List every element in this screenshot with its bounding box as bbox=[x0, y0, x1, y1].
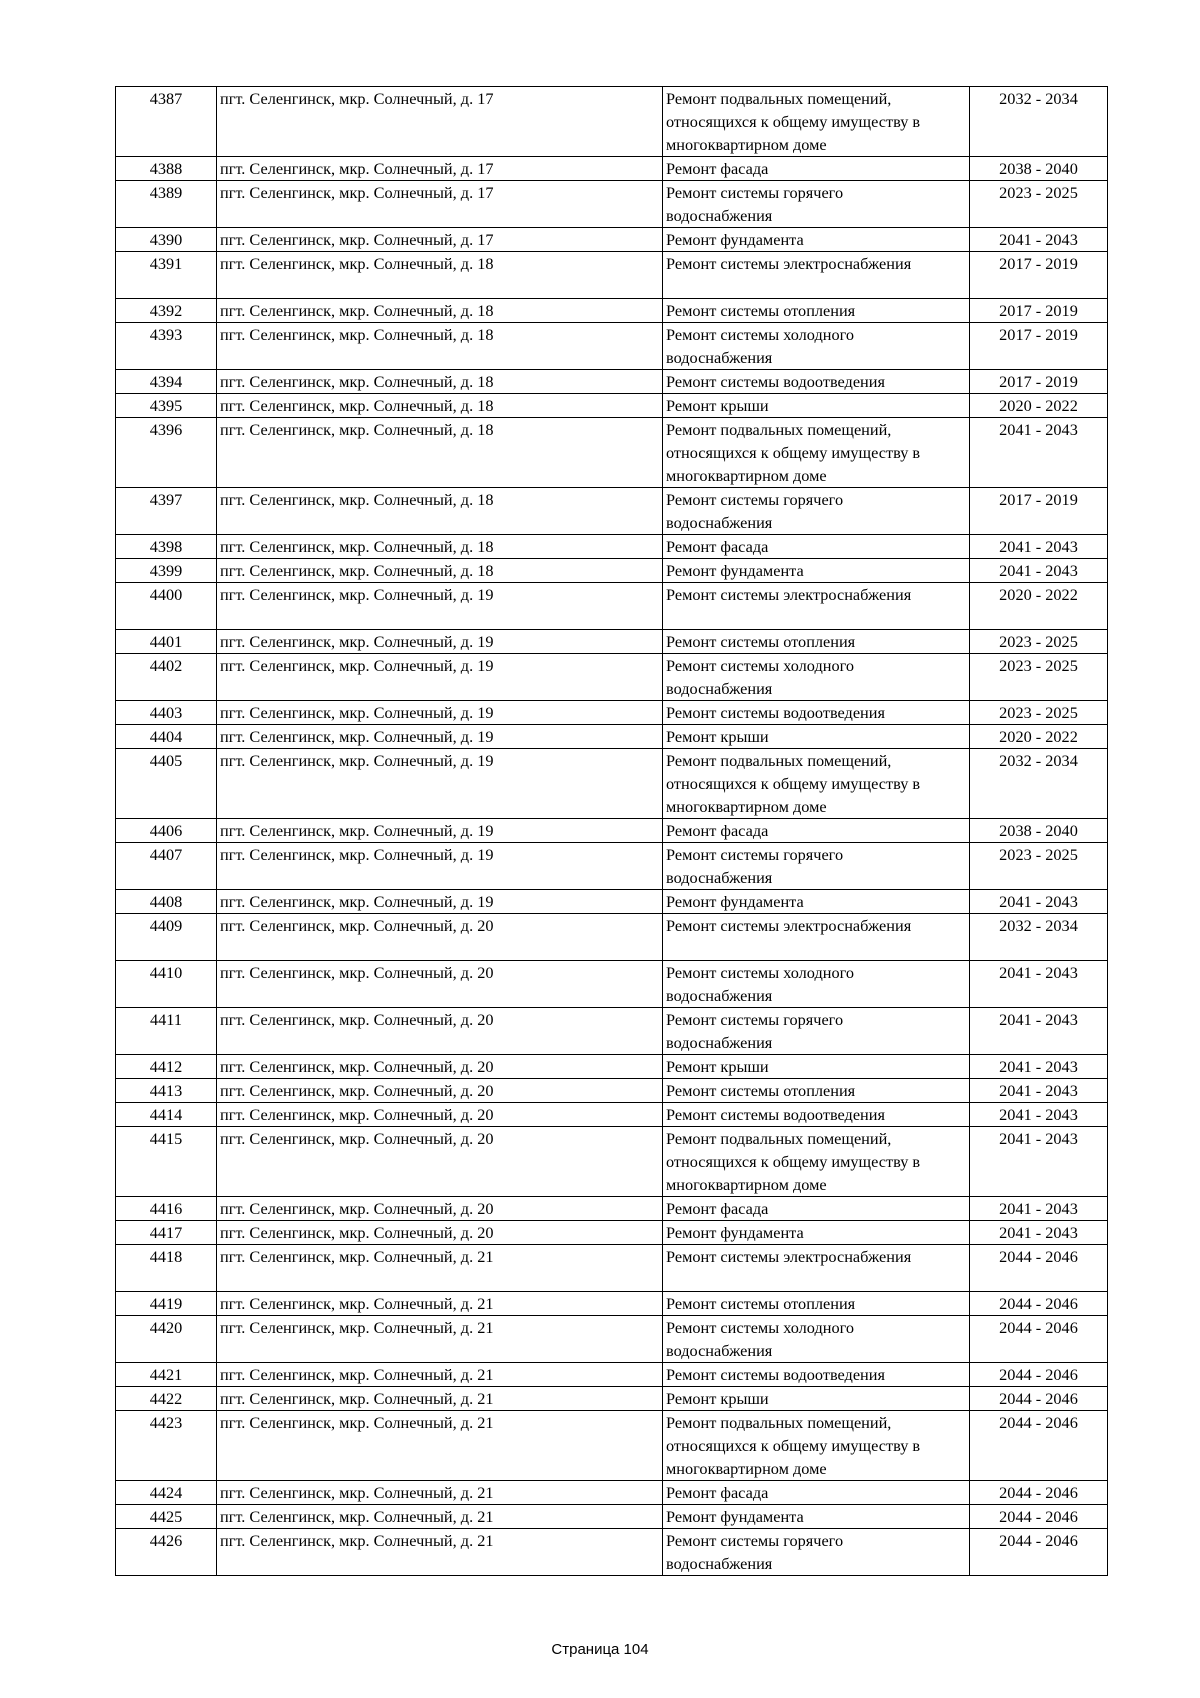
work-type-line: Ремонт фасада bbox=[666, 537, 769, 556]
work-type-cell bbox=[663, 1505, 970, 1529]
row-number-cell: 4395 bbox=[116, 394, 217, 418]
work-type-line: Ремонт системы горячего bbox=[666, 490, 844, 509]
work-type-line: Ремонт системы отопления bbox=[666, 301, 856, 320]
period-cell: 2044 - 2046 bbox=[970, 1505, 1108, 1529]
period-cell: 2038 - 2040 bbox=[970, 819, 1108, 843]
work-type-line: Ремонт системы холодного bbox=[666, 963, 855, 982]
address-cell: пгт. Селенгинск, мкр. Солнечный, д. 19 bbox=[217, 819, 663, 843]
row-number-cell: 4415 bbox=[116, 1127, 217, 1197]
table-row bbox=[116, 1008, 1108, 1055]
work-type-cell bbox=[663, 1316, 970, 1363]
period-cell: 2017 - 2019 bbox=[970, 323, 1108, 370]
table-row bbox=[116, 1197, 1108, 1221]
address-cell: пгт. Селенгинск, мкр. Солнечный, д. 21 bbox=[217, 1505, 663, 1529]
address-cell: пгт. Селенгинск, мкр. Солнечный, д. 18 bbox=[217, 370, 663, 394]
work-type-line: Ремонт системы электроснабжения bbox=[666, 585, 912, 604]
work-type-line: водоснабжения bbox=[666, 513, 773, 532]
period-cell: 2020 - 2022 bbox=[970, 394, 1108, 418]
work-type-line: Ремонт крыши bbox=[666, 727, 769, 746]
row-number-cell: 4401 bbox=[116, 630, 217, 654]
work-type-line: водоснабжения bbox=[666, 206, 773, 225]
work-type-cell bbox=[663, 1008, 970, 1055]
table-body bbox=[116, 87, 1108, 1576]
work-type-line: Ремонт системы холодного bbox=[666, 1318, 855, 1337]
row-number-cell: 4420 bbox=[116, 1316, 217, 1363]
work-type-line: относящихся к общему имуществу в bbox=[666, 774, 921, 793]
address-cell: пгт. Селенгинск, мкр. Солнечный, д. 19 bbox=[217, 725, 663, 749]
work-type-line: Ремонт системы электроснабжения bbox=[666, 916, 912, 935]
period-cell: 2041 - 2043 bbox=[970, 1055, 1108, 1079]
row-number-cell: 4411 bbox=[116, 1008, 217, 1055]
table-row bbox=[116, 843, 1108, 890]
work-type-line: многоквартирном доме bbox=[666, 135, 827, 154]
table-row bbox=[116, 583, 1108, 630]
address-cell: пгт. Селенгинск, мкр. Солнечный, д. 18 bbox=[217, 488, 663, 535]
address-cell: пгт. Селенгинск, мкр. Солнечный, д. 19 bbox=[217, 843, 663, 890]
row-number-cell: 4387 bbox=[116, 87, 217, 157]
address-cell: пгт. Селенгинск, мкр. Солнечный, д. 21 bbox=[217, 1292, 663, 1316]
work-type-line: Ремонт системы электроснабжения bbox=[666, 254, 912, 273]
work-type-cell bbox=[663, 181, 970, 228]
work-type-line: Ремонт системы холодного bbox=[666, 325, 855, 344]
address-cell: пгт. Селенгинск, мкр. Солнечный, д. 20 bbox=[217, 914, 663, 961]
work-type-line: относящихся к общему имуществу в bbox=[666, 1436, 921, 1455]
work-type-line: Ремонт системы холодного bbox=[666, 656, 855, 675]
address-cell: пгт. Селенгинск, мкр. Солнечный, д. 18 bbox=[217, 394, 663, 418]
work-type-line bbox=[666, 1268, 966, 1291]
address-cell: пгт. Селенгинск, мкр. Солнечный, д. 18 bbox=[217, 323, 663, 370]
work-type-cell bbox=[663, 87, 970, 157]
address-cell: пгт. Селенгинск, мкр. Солнечный, д. 17 bbox=[217, 157, 663, 181]
address-cell: пгт. Селенгинск, мкр. Солнечный, д. 20 bbox=[217, 1103, 663, 1127]
row-number-cell: 4404 bbox=[116, 725, 217, 749]
row-number-cell: 4390 bbox=[116, 228, 217, 252]
row-number-cell: 4416 bbox=[116, 1197, 217, 1221]
work-type-line: водоснабжения bbox=[666, 1033, 773, 1052]
work-type-line: многоквартирном доме bbox=[666, 1459, 827, 1478]
table-row bbox=[116, 559, 1108, 583]
address-cell: пгт. Селенгинск, мкр. Солнечный, д. 20 bbox=[217, 961, 663, 1008]
address-cell: пгт. Селенгинск, мкр. Солнечный, д. 21 bbox=[217, 1387, 663, 1411]
work-type-cell bbox=[663, 1387, 970, 1411]
work-type-cell bbox=[663, 559, 970, 583]
row-number-cell: 4417 bbox=[116, 1221, 217, 1245]
address-cell: пгт. Селенгинск, мкр. Солнечный, д. 19 bbox=[217, 701, 663, 725]
table-row bbox=[116, 87, 1108, 157]
period-cell: 2044 - 2046 bbox=[970, 1529, 1108, 1576]
work-type-cell bbox=[663, 418, 970, 488]
period-cell: 2041 - 2043 bbox=[970, 1127, 1108, 1197]
table-row bbox=[116, 1411, 1108, 1481]
period-cell: 2017 - 2019 bbox=[970, 370, 1108, 394]
work-type-line: водоснабжения bbox=[666, 868, 773, 887]
period-cell: 2041 - 2043 bbox=[970, 418, 1108, 488]
table-row bbox=[116, 1292, 1108, 1316]
work-type-line: Ремонт фундамента bbox=[666, 1223, 804, 1242]
work-type-line: Ремонт системы горячего bbox=[666, 1531, 844, 1550]
period-cell: 2041 - 2043 bbox=[970, 1197, 1108, 1221]
period-cell: 2017 - 2019 bbox=[970, 488, 1108, 535]
work-type-line: Ремонт системы отопления bbox=[666, 1294, 856, 1313]
row-number-cell: 4409 bbox=[116, 914, 217, 961]
address-cell: пгт. Селенгинск, мкр. Солнечный, д. 20 bbox=[217, 1221, 663, 1245]
work-type-line: Ремонт системы водоотведения bbox=[666, 1365, 885, 1384]
period-cell: 2020 - 2022 bbox=[970, 583, 1108, 630]
work-type-cell bbox=[663, 488, 970, 535]
address-cell: пгт. Селенгинск, мкр. Солнечный, д. 18 bbox=[217, 418, 663, 488]
table-row bbox=[116, 725, 1108, 749]
period-cell: 2041 - 2043 bbox=[970, 1079, 1108, 1103]
row-number-cell: 4414 bbox=[116, 1103, 217, 1127]
repair-schedule-table bbox=[115, 86, 1108, 1576]
row-number-cell: 4399 bbox=[116, 559, 217, 583]
period-cell: 2041 - 2043 bbox=[970, 961, 1108, 1008]
work-type-line: многоквартирном доме bbox=[666, 797, 827, 816]
row-number-cell: 4412 bbox=[116, 1055, 217, 1079]
row-number-cell: 4423 bbox=[116, 1411, 217, 1481]
work-type-cell bbox=[663, 725, 970, 749]
period-cell: 2023 - 2025 bbox=[970, 630, 1108, 654]
table-row bbox=[116, 701, 1108, 725]
period-cell: 2044 - 2046 bbox=[970, 1245, 1108, 1292]
period-cell: 2032 - 2034 bbox=[970, 914, 1108, 961]
work-type-line: относящихся к общему имуществу в bbox=[666, 112, 921, 131]
work-type-line: Ремонт системы горячего bbox=[666, 845, 844, 864]
work-type-cell bbox=[663, 1363, 970, 1387]
table-row bbox=[116, 488, 1108, 535]
period-cell: 2041 - 2043 bbox=[970, 890, 1108, 914]
work-type-line: Ремонт фасада bbox=[666, 1483, 769, 1502]
table-row bbox=[116, 819, 1108, 843]
row-number-cell: 4392 bbox=[116, 299, 217, 323]
row-number-cell: 4407 bbox=[116, 843, 217, 890]
address-cell: пгт. Селенгинск, мкр. Солнечный, д. 21 bbox=[217, 1529, 663, 1576]
address-cell: пгт. Селенгинск, мкр. Солнечный, д. 19 bbox=[217, 583, 663, 630]
table-row bbox=[116, 1221, 1108, 1245]
address-cell: пгт. Селенгинск, мкр. Солнечный, д. 18 bbox=[217, 559, 663, 583]
row-number-cell: 4396 bbox=[116, 418, 217, 488]
work-type-cell bbox=[663, 654, 970, 701]
table-row bbox=[116, 323, 1108, 370]
row-number-cell: 4388 bbox=[116, 157, 217, 181]
row-number-cell: 4425 bbox=[116, 1505, 217, 1529]
period-cell: 2017 - 2019 bbox=[970, 299, 1108, 323]
work-type-line: Ремонт фундамента bbox=[666, 892, 804, 911]
table-row bbox=[116, 1387, 1108, 1411]
work-type-cell bbox=[663, 630, 970, 654]
work-type-line: Ремонт подвальных помещений, bbox=[666, 1129, 892, 1148]
work-type-cell bbox=[663, 890, 970, 914]
work-type-cell bbox=[663, 1529, 970, 1576]
period-cell: 2032 - 2034 bbox=[970, 87, 1108, 157]
work-type-line: Ремонт системы отопления bbox=[666, 1081, 856, 1100]
table-row bbox=[116, 181, 1108, 228]
row-number-cell: 4398 bbox=[116, 535, 217, 559]
table-row bbox=[116, 1079, 1108, 1103]
table-row bbox=[116, 1481, 1108, 1505]
row-number-cell: 4393 bbox=[116, 323, 217, 370]
table-row bbox=[116, 252, 1108, 299]
work-type-line: Ремонт подвальных помещений, bbox=[666, 751, 892, 770]
period-cell: 2023 - 2025 bbox=[970, 843, 1108, 890]
work-type-cell bbox=[663, 1103, 970, 1127]
row-number-cell: 4391 bbox=[116, 252, 217, 299]
address-cell: пгт. Селенгинск, мкр. Солнечный, д. 18 bbox=[217, 535, 663, 559]
table-row bbox=[116, 1127, 1108, 1197]
work-type-cell bbox=[663, 843, 970, 890]
period-cell: 2041 - 2043 bbox=[970, 1008, 1108, 1055]
period-cell: 2044 - 2046 bbox=[970, 1316, 1108, 1363]
work-type-cell bbox=[663, 535, 970, 559]
work-type-cell bbox=[663, 394, 970, 418]
address-cell: пгт. Селенгинск, мкр. Солнечный, д. 17 bbox=[217, 87, 663, 157]
row-number-cell: 4408 bbox=[116, 890, 217, 914]
address-cell: пгт. Селенгинск, мкр. Солнечный, д. 19 bbox=[217, 890, 663, 914]
period-cell: 2032 - 2034 bbox=[970, 749, 1108, 819]
work-type-cell bbox=[663, 1245, 970, 1292]
table-row bbox=[116, 961, 1108, 1008]
table-row bbox=[116, 1363, 1108, 1387]
work-type-line: Ремонт подвальных помещений, bbox=[666, 420, 892, 439]
period-cell: 2041 - 2043 bbox=[970, 535, 1108, 559]
address-cell: пгт. Селенгинск, мкр. Солнечный, д. 20 bbox=[217, 1055, 663, 1079]
table-row bbox=[116, 890, 1108, 914]
address-cell: пгт. Селенгинск, мкр. Солнечный, д. 18 bbox=[217, 252, 663, 299]
row-number-cell: 4410 bbox=[116, 961, 217, 1008]
work-type-line: водоснабжения bbox=[666, 986, 773, 1005]
address-cell: пгт. Селенгинск, мкр. Солнечный, д. 20 bbox=[217, 1127, 663, 1197]
work-type-line: относящихся к общему имуществу в bbox=[666, 1152, 921, 1171]
work-type-cell bbox=[663, 749, 970, 819]
period-cell: 2041 - 2043 bbox=[970, 228, 1108, 252]
work-type-line: водоснабжения bbox=[666, 1554, 773, 1573]
table-row bbox=[116, 1529, 1108, 1576]
table-row bbox=[116, 535, 1108, 559]
table-row bbox=[116, 1505, 1108, 1529]
page-number: Страница 104 bbox=[551, 1641, 649, 1658]
address-cell: пгт. Селенгинск, мкр. Солнечный, д. 21 bbox=[217, 1245, 663, 1292]
work-type-line: многоквартирном доме bbox=[666, 1175, 827, 1194]
period-cell: 2017 - 2019 bbox=[970, 252, 1108, 299]
work-type-cell bbox=[663, 819, 970, 843]
row-number-cell: 4389 bbox=[116, 181, 217, 228]
work-type-line bbox=[666, 937, 966, 960]
address-cell: пгт. Селенгинск, мкр. Солнечный, д. 20 bbox=[217, 1197, 663, 1221]
table-row bbox=[116, 157, 1108, 181]
period-cell: 2023 - 2025 bbox=[970, 654, 1108, 701]
period-cell: 2044 - 2046 bbox=[970, 1411, 1108, 1481]
address-cell: пгт. Селенгинск, мкр. Солнечный, д. 21 bbox=[217, 1363, 663, 1387]
period-cell: 2020 - 2022 bbox=[970, 725, 1108, 749]
work-type-cell bbox=[663, 1197, 970, 1221]
work-type-cell bbox=[663, 1079, 970, 1103]
table-row bbox=[116, 749, 1108, 819]
work-type-line: Ремонт системы горячего bbox=[666, 1010, 844, 1029]
table-row bbox=[116, 418, 1108, 488]
work-type-line bbox=[666, 606, 966, 629]
work-type-cell bbox=[663, 701, 970, 725]
work-type-line: Ремонт крыши bbox=[666, 1057, 769, 1076]
work-type-line: Ремонт фасада bbox=[666, 1199, 769, 1218]
table-row bbox=[116, 654, 1108, 701]
work-type-line: водоснабжения bbox=[666, 679, 773, 698]
row-number-cell: 4394 bbox=[116, 370, 217, 394]
table-row bbox=[116, 370, 1108, 394]
period-cell: 2044 - 2046 bbox=[970, 1363, 1108, 1387]
address-cell: пгт. Селенгинск, мкр. Солнечный, д. 21 bbox=[217, 1481, 663, 1505]
work-type-line: Ремонт системы отопления bbox=[666, 632, 856, 651]
address-cell: пгт. Селенгинск, мкр. Солнечный, д. 20 bbox=[217, 1008, 663, 1055]
work-type-cell bbox=[663, 1055, 970, 1079]
address-cell: пгт. Селенгинск, мкр. Солнечный, д. 18 bbox=[217, 299, 663, 323]
table-row bbox=[116, 299, 1108, 323]
work-type-line: Ремонт системы горячего bbox=[666, 183, 844, 202]
work-type-cell bbox=[663, 157, 970, 181]
work-type-line: Ремонт фундамента bbox=[666, 1507, 804, 1526]
address-cell: пгт. Селенгинск, мкр. Солнечный, д. 17 bbox=[217, 181, 663, 228]
work-type-cell bbox=[663, 1411, 970, 1481]
work-type-cell bbox=[663, 583, 970, 630]
work-type-cell bbox=[663, 1127, 970, 1197]
row-number-cell: 4424 bbox=[116, 1481, 217, 1505]
work-type-cell bbox=[663, 1481, 970, 1505]
row-number-cell: 4418 bbox=[116, 1245, 217, 1292]
table-row bbox=[116, 1055, 1108, 1079]
work-type-line: Ремонт фундамента bbox=[666, 561, 804, 580]
table-row bbox=[116, 1103, 1108, 1127]
work-type-cell bbox=[663, 228, 970, 252]
row-number-cell: 4413 bbox=[116, 1079, 217, 1103]
work-type-cell bbox=[663, 914, 970, 961]
work-type-cell bbox=[663, 323, 970, 370]
row-number-cell: 4421 bbox=[116, 1363, 217, 1387]
row-number-cell: 4426 bbox=[116, 1529, 217, 1576]
table-row bbox=[116, 394, 1108, 418]
work-type-line: многоквартирном доме bbox=[666, 466, 827, 485]
work-type-cell bbox=[663, 299, 970, 323]
period-cell: 2041 - 2043 bbox=[970, 559, 1108, 583]
work-type-cell bbox=[663, 252, 970, 299]
work-type-line: Ремонт системы водоотведения bbox=[666, 372, 885, 391]
address-cell: пгт. Селенгинск, мкр. Солнечный, д. 19 bbox=[217, 654, 663, 701]
table-row bbox=[116, 228, 1108, 252]
work-type-line: Ремонт фундамента bbox=[666, 230, 804, 249]
row-number-cell: 4406 bbox=[116, 819, 217, 843]
address-cell: пгт. Селенгинск, мкр. Солнечный, д. 21 bbox=[217, 1316, 663, 1363]
row-number-cell: 4403 bbox=[116, 701, 217, 725]
address-cell: пгт. Селенгинск, мкр. Солнечный, д. 19 bbox=[217, 630, 663, 654]
row-number-cell: 4405 bbox=[116, 749, 217, 819]
work-type-cell bbox=[663, 1221, 970, 1245]
work-type-line: относящихся к общему имуществу в bbox=[666, 443, 921, 462]
work-type-line bbox=[666, 275, 966, 298]
work-type-line: Ремонт фасада bbox=[666, 159, 769, 178]
row-number-cell: 4422 bbox=[116, 1387, 217, 1411]
period-cell: 2041 - 2043 bbox=[970, 1221, 1108, 1245]
table-row bbox=[116, 914, 1108, 961]
period-cell: 2044 - 2046 bbox=[970, 1292, 1108, 1316]
work-type-line: Ремонт крыши bbox=[666, 396, 769, 415]
work-type-cell bbox=[663, 961, 970, 1008]
period-cell: 2023 - 2025 bbox=[970, 701, 1108, 725]
table-row bbox=[116, 630, 1108, 654]
address-cell: пгт. Селенгинск, мкр. Солнечный, д. 19 bbox=[217, 749, 663, 819]
work-type-cell bbox=[663, 370, 970, 394]
work-type-line: Ремонт крыши bbox=[666, 1389, 769, 1408]
work-type-line: Ремонт фасада bbox=[666, 821, 769, 840]
address-cell: пгт. Селенгинск, мкр. Солнечный, д. 20 bbox=[217, 1079, 663, 1103]
work-type-line: Ремонт системы водоотведения bbox=[666, 1105, 885, 1124]
work-type-line: Ремонт подвальных помещений, bbox=[666, 89, 892, 108]
work-type-line: Ремонт системы водоотведения bbox=[666, 703, 885, 722]
work-type-line: Ремонт системы электроснабжения bbox=[666, 1247, 912, 1266]
period-cell: 2044 - 2046 bbox=[970, 1387, 1108, 1411]
period-cell: 2023 - 2025 bbox=[970, 181, 1108, 228]
work-type-cell bbox=[663, 1292, 970, 1316]
work-type-line: водоснабжения bbox=[666, 348, 773, 367]
table-row bbox=[116, 1245, 1108, 1292]
row-number-cell: 4419 bbox=[116, 1292, 217, 1316]
table-row bbox=[116, 1316, 1108, 1363]
work-type-line: водоснабжения bbox=[666, 1341, 773, 1360]
work-type-line: Ремонт подвальных помещений, bbox=[666, 1413, 892, 1432]
period-cell: 2041 - 2043 bbox=[970, 1103, 1108, 1127]
address-cell: пгт. Селенгинск, мкр. Солнечный, д. 21 bbox=[217, 1411, 663, 1481]
address-cell: пгт. Селенгинск, мкр. Солнечный, д. 17 bbox=[217, 228, 663, 252]
period-cell: 2044 - 2046 bbox=[970, 1481, 1108, 1505]
row-number-cell: 4400 bbox=[116, 583, 217, 630]
period-cell: 2038 - 2040 bbox=[970, 157, 1108, 181]
row-number-cell: 4397 bbox=[116, 488, 217, 535]
row-number-cell: 4402 bbox=[116, 654, 217, 701]
